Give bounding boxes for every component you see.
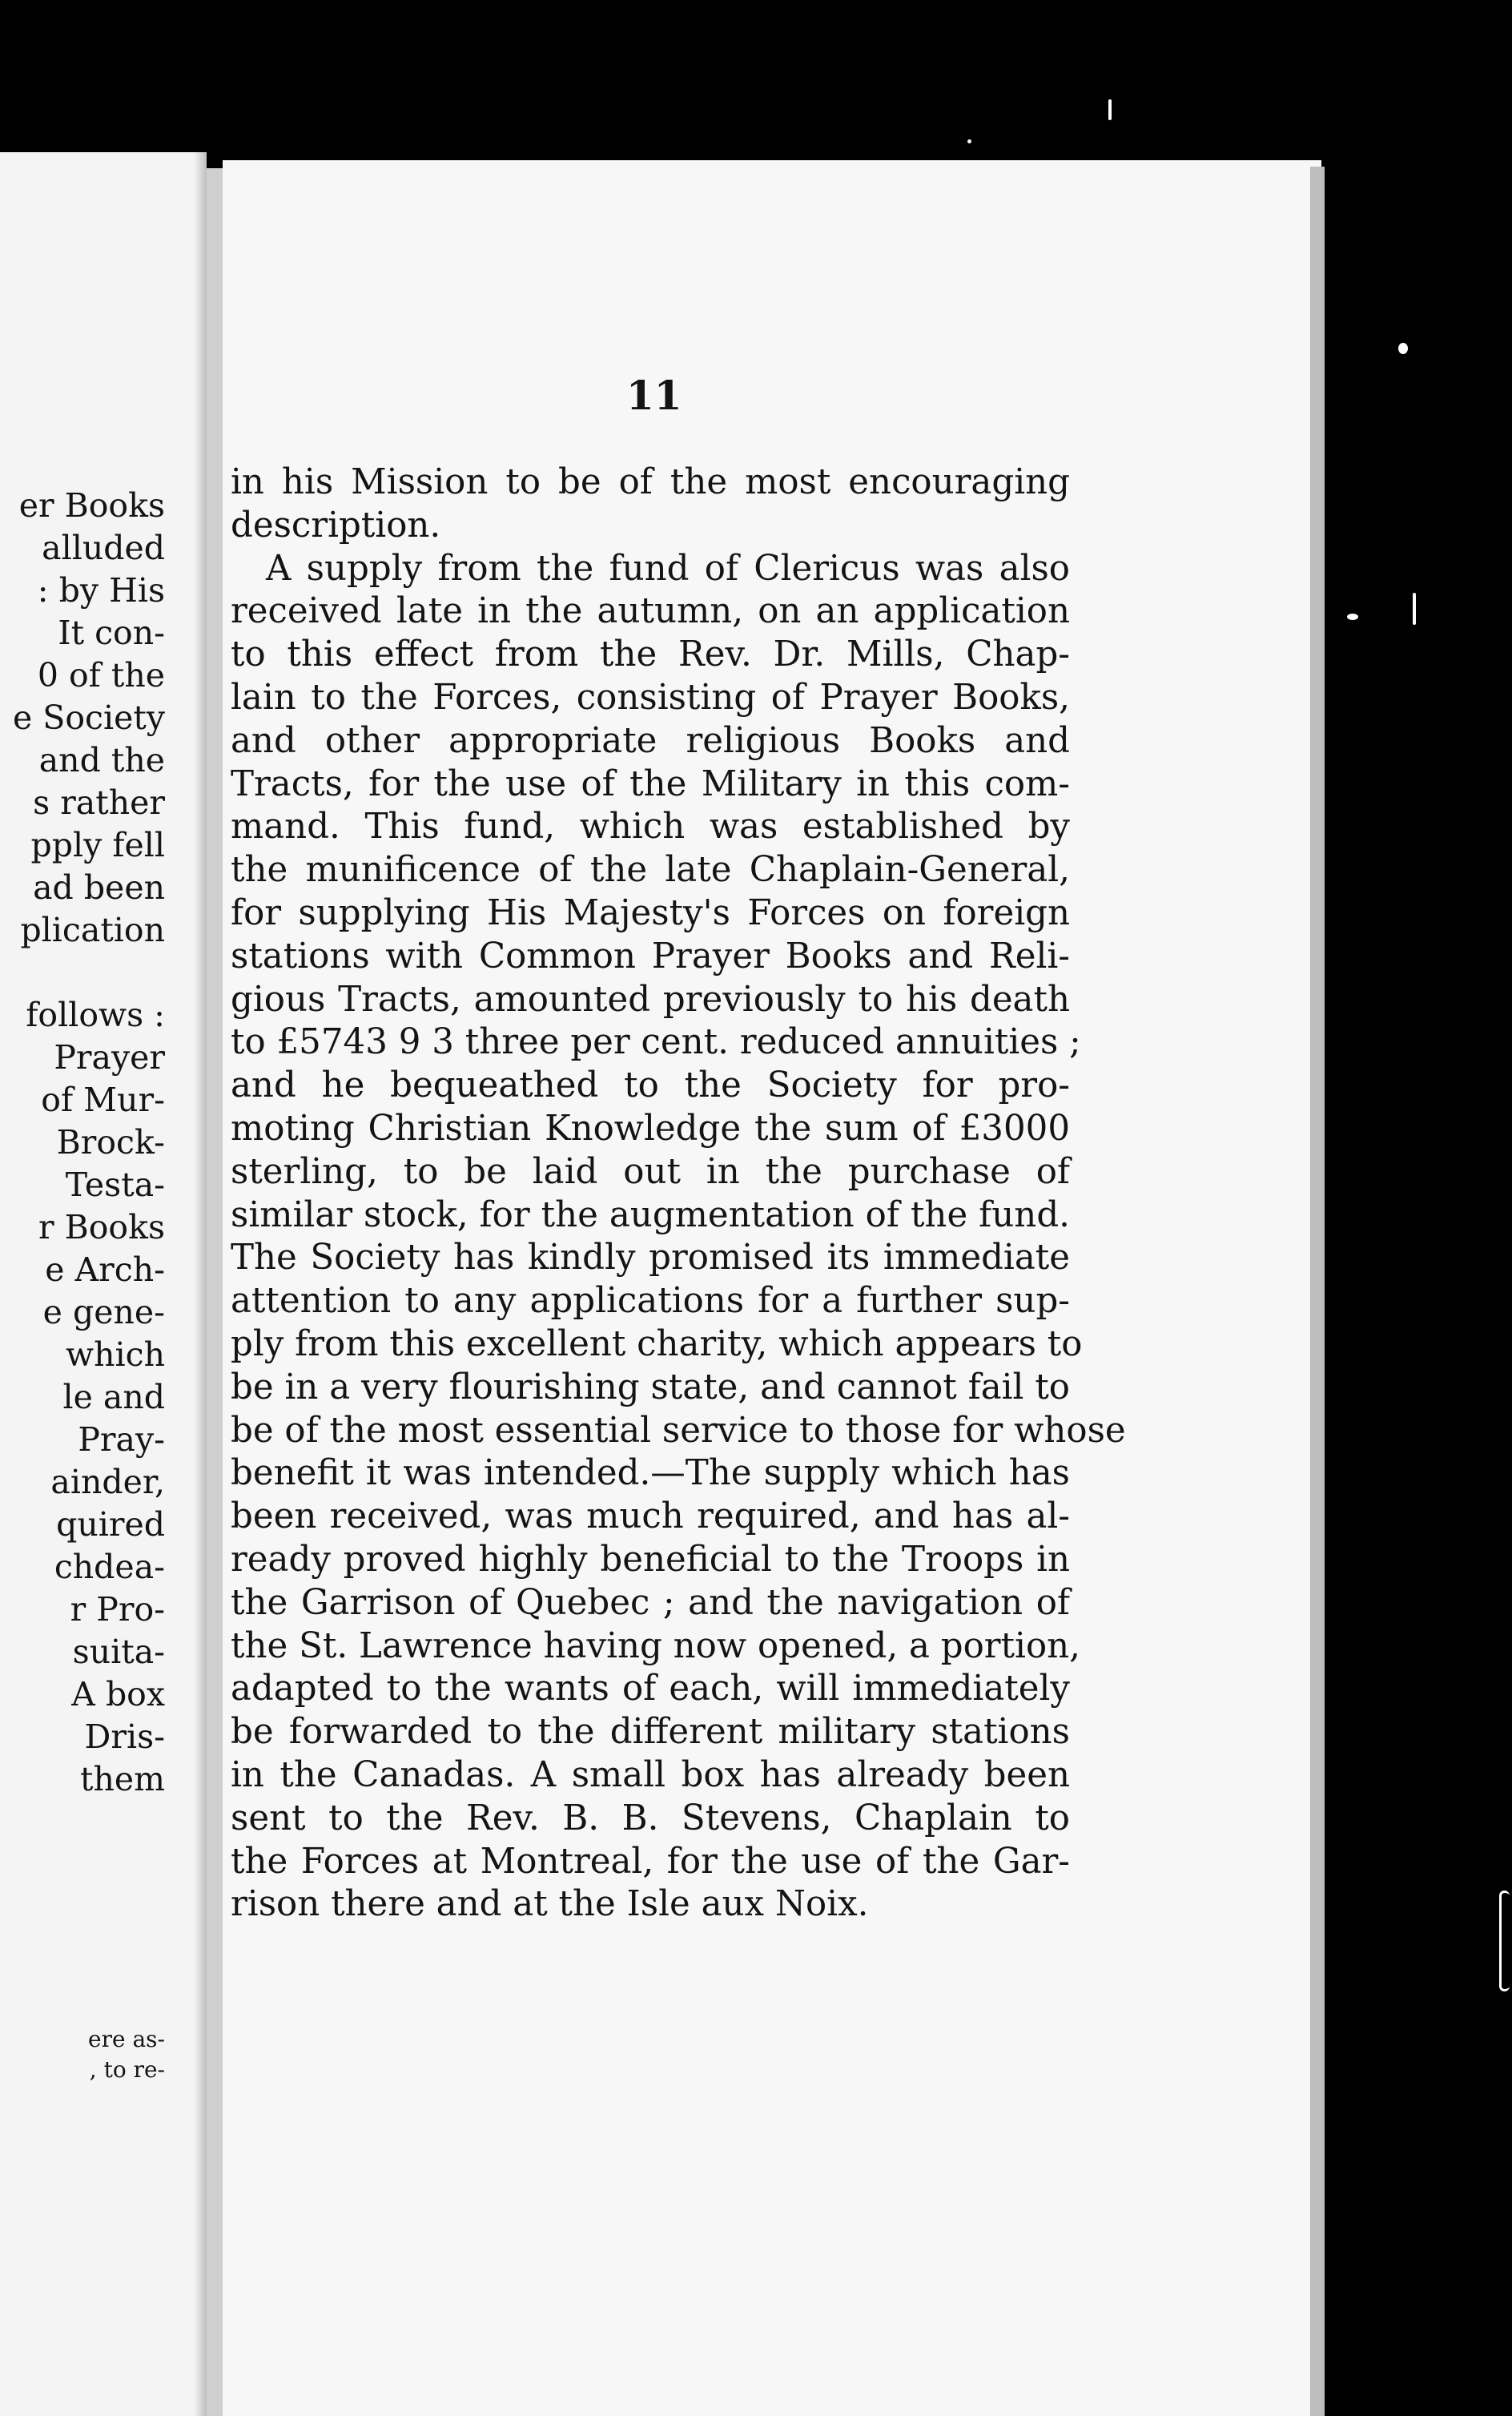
left-line: Prayer [54, 1038, 165, 1077]
left-line: which [66, 1335, 165, 1374]
text-line: the St. Lawrence having now opened, a portion, [231, 1625, 1080, 1666]
text-line: been received, was much required, and has al- [231, 1496, 1070, 1537]
left-note-line: ere as- [88, 2026, 165, 2052]
text-line: moting Christian Knowledge the sum of £3000 [231, 1108, 1070, 1149]
left-line: pply fell [30, 826, 165, 864]
text-line: description. [231, 505, 441, 546]
left-line: le and [62, 1378, 165, 1416]
text-line: sent to the Rev. B. B. Stevens, Chaplain to [231, 1798, 1070, 1838]
left-line: : by His [37, 571, 165, 610]
text-line: The Society has kindly promised its immediate [231, 1238, 1070, 1278]
left-line: chdea- [54, 1548, 165, 1586]
left-line: and the [38, 741, 165, 779]
text-line: be in a very flourishing state, and cannot fail to [231, 1367, 1070, 1407]
left-line: plication [20, 911, 165, 949]
left-line: Testa- [65, 1166, 165, 1204]
page-number: 11 [626, 372, 682, 419]
left-line: quired [56, 1505, 165, 1544]
scan-speck [1347, 614, 1358, 620]
page-body-text [231, 461, 1126, 1927]
text-line: stations with Common Prayer Books and Reli- [231, 936, 1070, 976]
text-line: benefit it was intended.—The supply which has [231, 1453, 1070, 1494]
gutter-shadow [194, 152, 207, 2416]
left-line-blank [13, 952, 165, 994]
left-line: s rather [33, 783, 165, 822]
text-line: similar stock, for the augmentation of the fund. [231, 1194, 1070, 1235]
text-line: to this effect from the Rev. Dr. Mills, Chap- [231, 634, 1070, 675]
left-line: e Arch- [45, 1250, 165, 1289]
text-line: to £5743 9 3 three per cent. reduced annuities ; [231, 1022, 1081, 1063]
left-line: Dris- [84, 1717, 165, 1756]
left-line: e Society [12, 699, 165, 737]
left-line: Brock- [56, 1123, 165, 1162]
text-line: gious Tracts, amounted previously to his death [231, 979, 1070, 1020]
scan-speck [1413, 593, 1416, 625]
text-line: be of the most essential service to those for whose [231, 1410, 1126, 1451]
scan-speck [1499, 1891, 1510, 1991]
left-line: suita- [72, 1633, 165, 1671]
left-line: 0 of the [37, 656, 165, 695]
left-line: e gene- [42, 1293, 165, 1331]
left-note-line: , to re- [89, 2056, 165, 2083]
left-line: of Mur- [41, 1081, 165, 1119]
text-line: received late in the autumn, on an application [231, 591, 1070, 632]
text-line: in his Mission to be of the most encouraging [231, 462, 1070, 502]
left-line: follows : [26, 996, 165, 1034]
text-line: lain to the Forces, consisting of Prayer Books, [231, 677, 1070, 718]
previous-page-fragment [0, 152, 207, 2416]
left-line: ad been [33, 868, 165, 907]
left-line: r Pro- [70, 1590, 165, 1629]
left-line: Pray- [78, 1420, 165, 1459]
text-line: ply from this excellent charity, which appears to [231, 1323, 1083, 1364]
page-edge-shadow [1310, 167, 1325, 2416]
text-line: mand. This fund, which was established by [231, 807, 1070, 848]
text-line: for supplying His Majesty's Forces on foreign [231, 892, 1070, 933]
paragraph-first-line: A supply from the fund of Clericus was also [266, 548, 1070, 589]
text-line: adapted to the wants of each, will immediately [231, 1669, 1070, 1709]
scan-speck [1398, 343, 1408, 354]
left-line: ainder, [50, 1463, 165, 1501]
text-line: the Forces at Montreal, for the use of the Gar- [231, 1841, 1070, 1882]
scan-speck [1108, 99, 1112, 120]
text-line: the munificence of the late Chaplain-General, [231, 850, 1070, 891]
left-line: alluded [42, 529, 165, 567]
text-line: in the Canadas. A small box has already been [231, 1754, 1070, 1795]
left-line: A box [71, 1675, 165, 1713]
text-line: and other appropriate religious Books and [231, 720, 1070, 761]
left-line: r Books [38, 1208, 165, 1246]
left-line: It con- [58, 614, 165, 652]
text-line: ready proved highly beneficial to the Troops in [231, 1539, 1070, 1580]
left-line: er Books [18, 486, 165, 525]
previous-page-text [13, 485, 165, 1801]
text-line: and he bequeathed to the Society for pro- [231, 1065, 1070, 1106]
previous-page-footnote [88, 2024, 165, 2085]
text-line: Tracts, for the use of the Military in this com- [231, 763, 1070, 804]
text-line: be forwarded to the different military stations [231, 1712, 1070, 1753]
text-line: rison there and at the Isle aux Noix. [231, 1884, 869, 1925]
text-line: the Garrison of Quebec ; and the navigation of [231, 1582, 1070, 1623]
text-line: sterling, to be laid out in the purchase of [231, 1151, 1070, 1192]
left-line: them [79, 1760, 165, 1798]
scan-speck [967, 139, 971, 143]
text-line: attention to any applications for a further sup- [231, 1281, 1070, 1322]
